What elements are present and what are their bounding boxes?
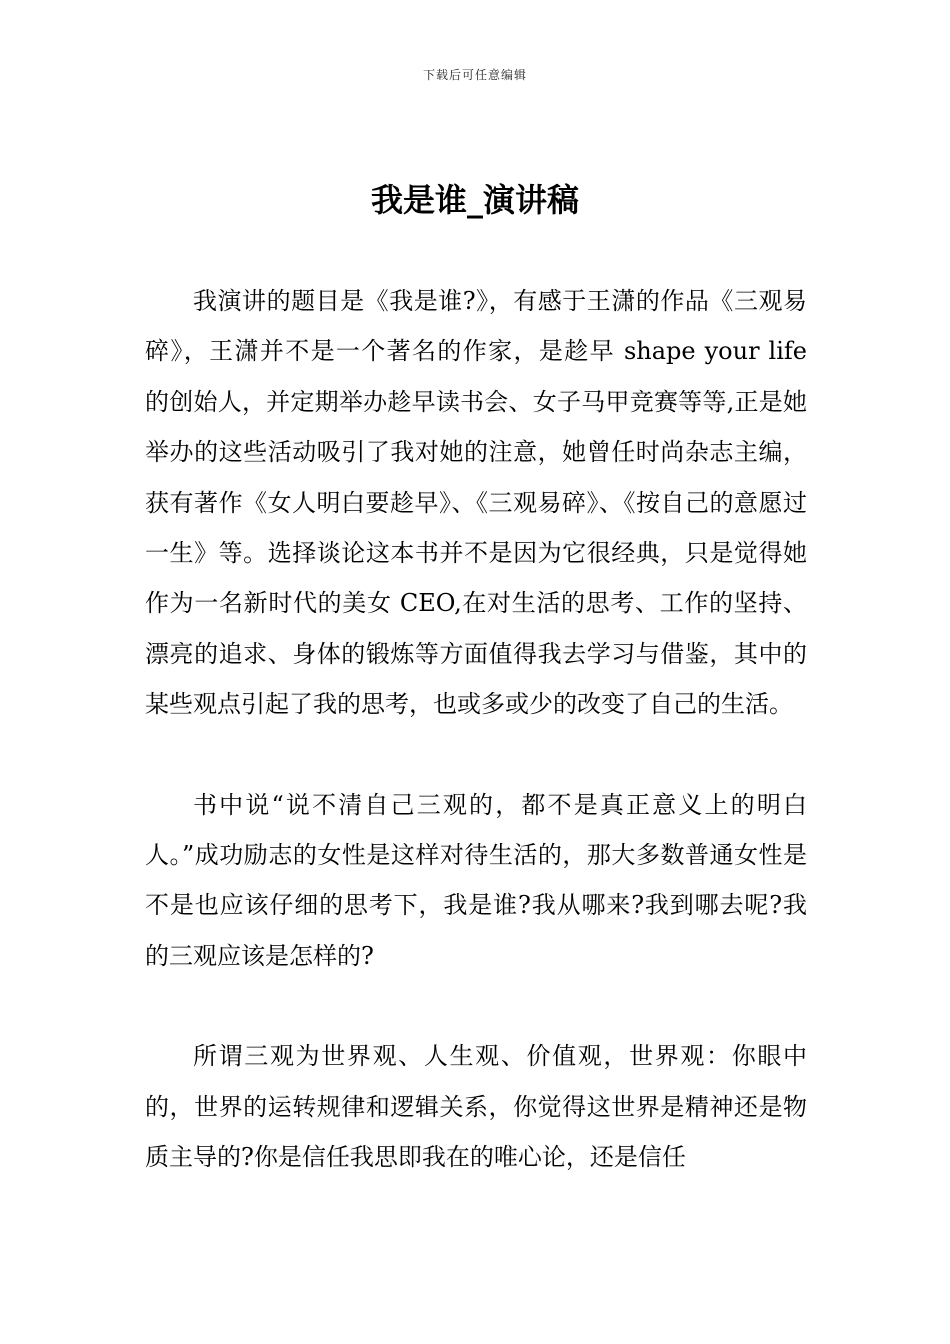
document-title: 我是谁_演讲稿 — [370, 181, 579, 219]
header-note: 下载后可任意编辑 — [422, 68, 527, 82]
paragraph-1: 我演讲的题目是《我是谁?》，有感于王潇的作品《三观易碎》，王潇并不是一个著名的作家，是趁早 shape your life 的创始人，并定期举办趁早读书会、女子马甲竞赛等等,正是她举办的这些活动吸引了我对她的注意，她曾任时尚杂志主编，获有著作《女人明白要趁早》、《三观易碎》、《按自己的意愿过一生》等。选择谈论这本书并不是因为它很经典，只是觉得她作为一名新时代的美女 CEO,在对生活的思考、工作的坚持、漂亮的追求、身体的锻炼等方面值得我去学习与借鉴，其中的某些观点引起了我的思考，也或多或少的改变了自己的生活。 — [145, 287, 807, 719]
document-body — [145, 276, 807, 1233]
paragraph-3: 所谓三观为世界观、人生观、价值观，世界观：你眼中的，世界的运转规律和逻辑关系，你觉得这世界是精神还是物质主导的?你是信任我思即我在的唯心论，还是信任 — [145, 1042, 807, 1172]
paragraph-2: 书中说“说不清自己三观的，都不是真正意义上的明白人。”成功励志的女性是这样对待生活的，那大多数普通女性是不是也应该仔细的思考下，我是谁?我从哪来?我到哪去呢?我的三观应该是怎样的? — [145, 790, 807, 970]
